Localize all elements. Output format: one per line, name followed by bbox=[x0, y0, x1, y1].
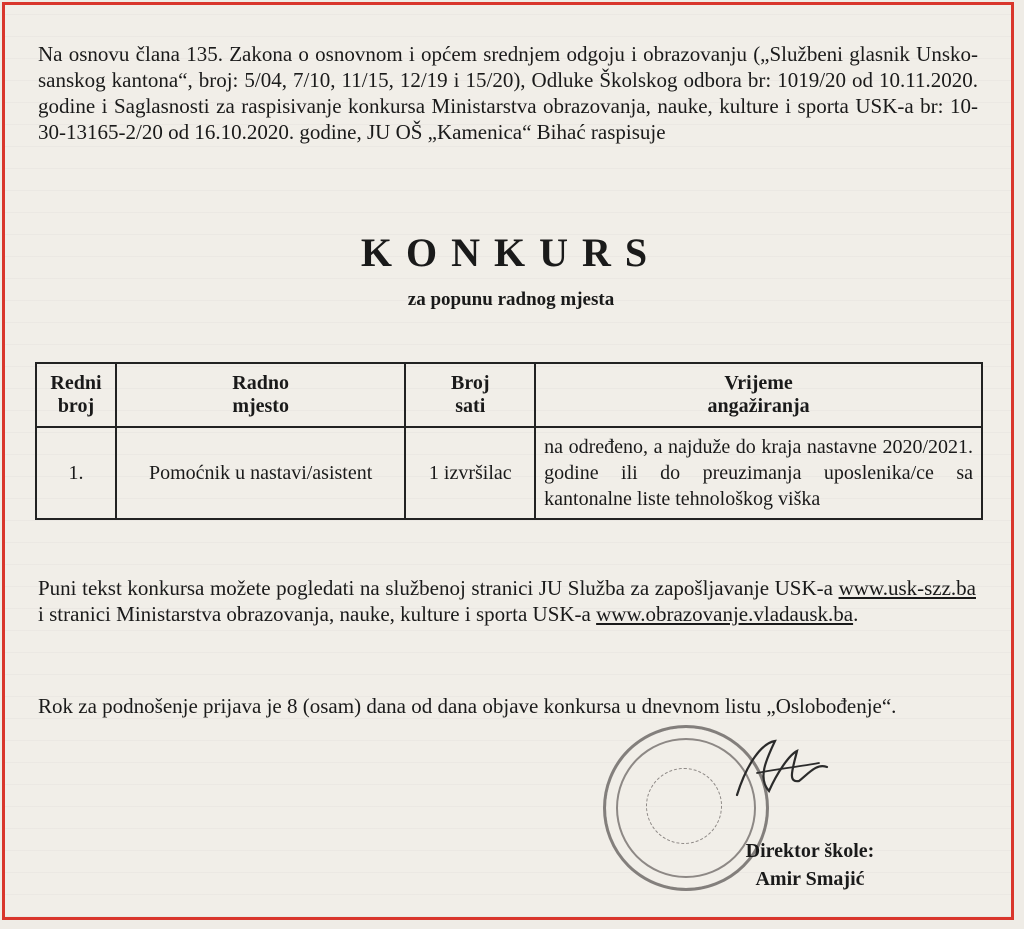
info-text: i stranici Ministarstva obrazovanja, nauke, kulture i sporta USK-a bbox=[38, 602, 597, 626]
notice-subtitle: za popunu radnog mjesta bbox=[407, 289, 615, 310]
header-text: Radno bbox=[232, 372, 289, 394]
header-text: sati bbox=[455, 395, 486, 417]
signer-role: Direktor škole: bbox=[745, 840, 875, 862]
header-broj-sati bbox=[405, 363, 535, 427]
positions-table bbox=[35, 362, 983, 520]
notice-frame bbox=[2, 2, 1014, 920]
cell-radno-mjesto: Pomoćnik u nastavi/asistent bbox=[116, 427, 405, 519]
signer-name: Amir Smajić bbox=[755, 868, 865, 890]
stamp-inner-ring bbox=[646, 768, 722, 844]
cell-redni-broj: 1. bbox=[36, 427, 116, 519]
header-text: Redni bbox=[50, 372, 102, 394]
info-paragraph bbox=[38, 575, 976, 627]
cell-broj-sati: 1 izvršilac bbox=[405, 427, 535, 519]
notice-title: KONKURS bbox=[360, 230, 662, 275]
header-text: angažiranja bbox=[707, 395, 810, 417]
cell-vrijeme: na određeno, a najduže do kraja nastavne 2020/2021. godine ili do preuzimanja uposlenika/ce sa kantonalne liste tehnološkog viška bbox=[535, 427, 982, 519]
signer-block bbox=[720, 837, 900, 893]
obrazovanje-link[interactable]: www.obrazovanje.vladausk.ba bbox=[596, 602, 854, 626]
header-text: broj bbox=[57, 395, 95, 417]
usk-szz-link[interactable]: www.usk-szz.ba bbox=[838, 576, 976, 600]
intro-paragraph: Na osnovu člana 135. Zakona o osnovnom i općem srednjem odgoju i obrazovanju („Službeni glasnik Unsko-sanskog kantona“, broj: 5/04, 7/10, 11/15, 12/19 i 15/20), Odluke Školskog odbora br: 1019/20 od 10.11.2020. godine i Saglasnosti za raspisivanje konkursa Ministarstva obrazovanja, nauke, kulture i sporta USK-a br: 10-30-13165-2/20 od 16.10.2020. godine, JU OŠ „Kamenica“ Bihać raspisuje bbox=[38, 42, 978, 144]
header-text: mjesto bbox=[232, 395, 289, 417]
table-header-row bbox=[36, 363, 982, 427]
info-text: . bbox=[853, 602, 859, 626]
header-vrijeme bbox=[535, 363, 982, 427]
header-text: Broj bbox=[451, 372, 490, 394]
deadline-paragraph: Rok za podnošenje prijava je 8 (osam) dana od dana objave konkursa u dnevnom listu „Oslobođenje“. bbox=[38, 694, 897, 718]
signature-scribble bbox=[727, 733, 837, 813]
info-text: Puni tekst konkursa možete pogledati na službenoj stranici JU Služba za zapošljavanje USK-a bbox=[38, 576, 839, 600]
header-radno-mjesto bbox=[116, 363, 405, 427]
header-text: Vrijeme bbox=[724, 372, 793, 394]
header-redni-broj bbox=[36, 363, 116, 427]
table-row bbox=[36, 427, 982, 519]
